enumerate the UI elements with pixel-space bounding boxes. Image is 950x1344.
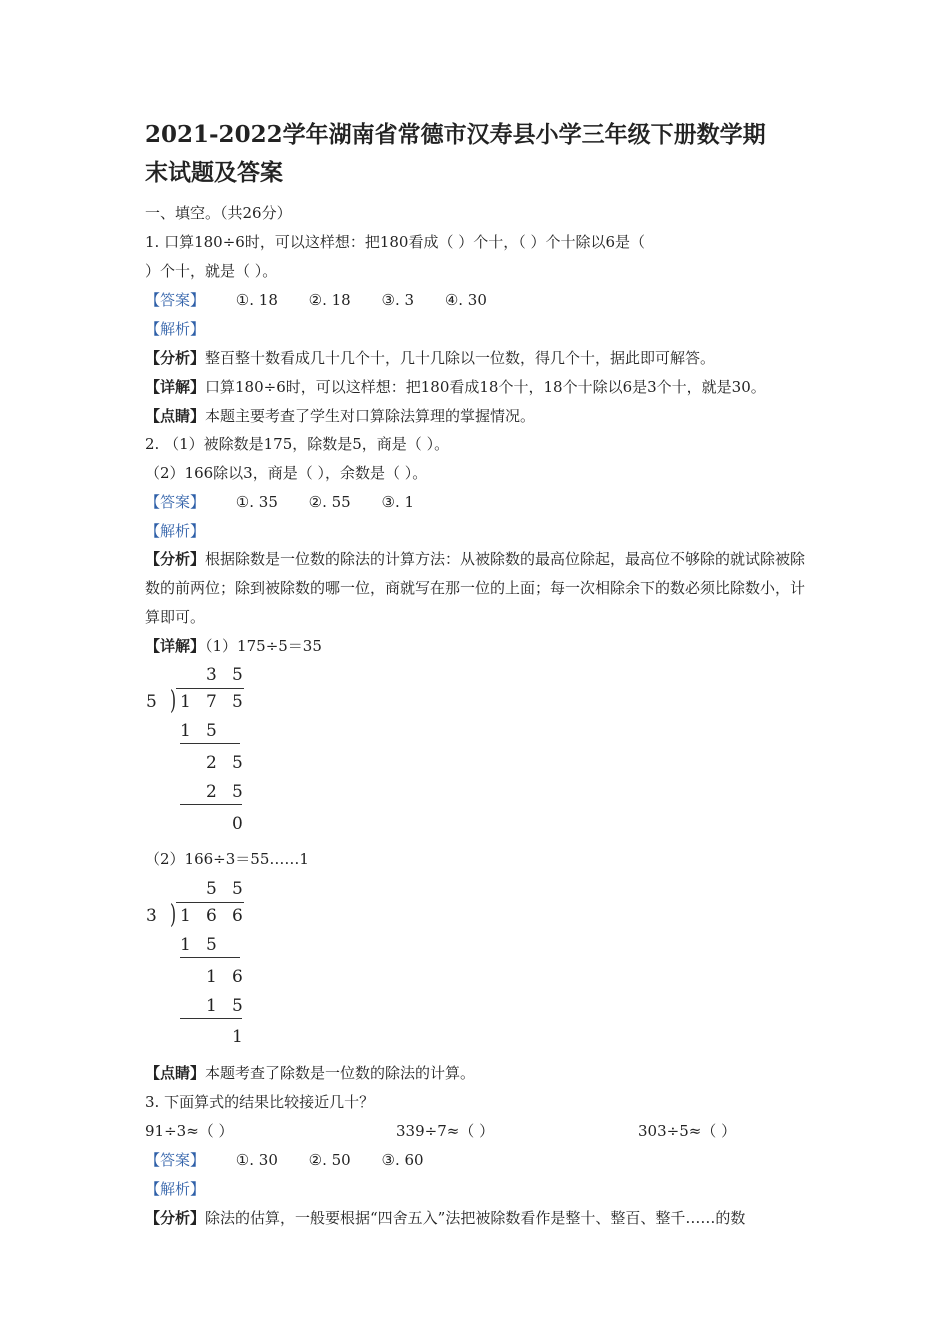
division-bar: [176, 902, 244, 903]
final-remainder: 0: [232, 814, 243, 834]
q3-answer-2: ②. 50: [308, 1151, 351, 1169]
q1-comment: [145, 406, 535, 426]
subtrahend-digit: 5: [206, 935, 217, 955]
division-bracket: ): [170, 686, 177, 716]
analysis-text: 整百整十数看成几十几个十，几十几除以一位数，得几个十，据此即可解答。: [205, 349, 716, 367]
title-line-1: 2021-2022学年湖南省常德市汉寿县小学三年级下册数学期: [145, 121, 766, 148]
comment-tag: 【点睛】: [145, 407, 206, 425]
answer-tag: 【答案】: [145, 291, 206, 309]
quotient-digit: 3: [206, 665, 217, 685]
quotient-digit: 5: [206, 879, 217, 899]
answer-tag: 【答案】: [145, 493, 206, 511]
q3-expr-3: 303÷5≈（ ）: [638, 1122, 737, 1140]
q3-expr-1: 91÷3≈（ ）: [145, 1122, 234, 1140]
dividend-digit: 6: [232, 906, 243, 926]
divisor: 3: [146, 906, 157, 926]
q2-analysis: [145, 545, 810, 632]
dividend-digit: 7: [206, 692, 217, 712]
subtraction-line: [180, 957, 240, 958]
title-line-2: 末试题及答案: [145, 159, 283, 186]
subtraction-line: [180, 1018, 242, 1019]
remainder-digit: 1: [206, 967, 217, 987]
q3-answer-1: ①. 30: [235, 1151, 278, 1169]
q1-answer-3: ③. 3: [381, 291, 415, 309]
subtrahend-digit: 2: [206, 782, 217, 802]
detail-tag: 【详解】: [145, 378, 206, 396]
q2-answer-3: ③. 1: [381, 493, 415, 511]
q2-detail-2: （2）166÷3＝55……1: [145, 850, 309, 868]
q1-jiexi-tag: 【解析】: [145, 320, 206, 338]
remainder-digit: 2: [206, 753, 217, 773]
dividend-digit: 6: [206, 906, 217, 926]
remainder-digit: 5: [232, 753, 243, 773]
q2-answer-1: ①. 35: [235, 493, 278, 511]
division-bracket: ): [170, 900, 177, 930]
subtrahend-digit: 5: [206, 721, 217, 741]
remainder-digit: 6: [232, 967, 243, 987]
q3-jiexi-tag: 【解析】: [145, 1180, 206, 1198]
detail-text: 口算180÷6时，可以这样想：把180看成18个十，18个十除以6是3个十，就是30。: [205, 378, 766, 396]
q1-text-line1: 1. 口算180÷6时，可以这样想：把180看成（ ）个十，（ ）个十除以6是（: [145, 233, 646, 251]
comment-text: 本题主要考查了学生对口算除法算理的掌握情况。: [205, 407, 536, 425]
comment-tag: 【点睛】: [145, 1064, 206, 1082]
subtrahend-digit: 5: [232, 782, 243, 802]
q3-answer-3: ③. 60: [381, 1151, 424, 1169]
answer-tag: 【答案】: [145, 1151, 206, 1169]
q2-answer: [145, 492, 414, 512]
q2-jiexi-tag: 【解析】: [145, 522, 206, 540]
divisor: 5: [146, 692, 157, 712]
q3-answer: [145, 1150, 424, 1170]
q2-comment: [145, 1063, 475, 1083]
comment-text: 本题考查了除数是一位数的除法的计算。: [205, 1064, 476, 1082]
subtrahend-digit: 1: [180, 935, 191, 955]
q3-analysis: [145, 1208, 745, 1228]
detail-tag: 【详解】: [145, 637, 206, 655]
subtrahend-digit: 1: [206, 996, 217, 1016]
q1-analysis: [145, 348, 715, 368]
analysis-tag: 【分析】: [145, 550, 206, 568]
q2-text-line1: 2. （1）被除数是175，除数是5，商是（ ）。: [145, 435, 450, 453]
division-bar: [176, 688, 244, 689]
quotient-digit: 5: [232, 665, 243, 685]
subtrahend-digit: 1: [180, 721, 191, 741]
dividend-digit: 1: [180, 906, 191, 926]
analysis-tag: 【分析】: [145, 349, 206, 367]
q2-detail-1: [145, 636, 322, 656]
q3-text: 3. 下面算式的结果比较接近几十？: [145, 1093, 375, 1111]
q3-expr-2: 339÷7≈（ ）: [396, 1122, 495, 1140]
dividend-digit: 1: [180, 692, 191, 712]
q1-answer-2: ②. 18: [308, 291, 351, 309]
analysis-tag: 【分析】: [145, 1209, 206, 1227]
section-heading: 一、填空。（共26分）: [145, 204, 292, 222]
q1-detail: [145, 377, 766, 397]
q1-answer-4: ④. 30: [444, 291, 487, 309]
detail-text: （1）175÷5＝35: [205, 637, 322, 655]
quotient-digit: 5: [232, 879, 243, 899]
subtrahend-digit: 5: [232, 996, 243, 1016]
q1-answer-1: ①. 18: [235, 291, 278, 309]
q2-answer-2: ②. 55: [308, 493, 351, 511]
analysis-text: 根据除数是一位数的除法的计算方法：从被除数的最高位除起，最高位不够除的就试除被除数的前两位；除到被除数的哪一位，商就写在那一位的上面；每一次相除余下的数必须比除数小，计算即可。: [145, 550, 806, 626]
subtraction-line: [180, 804, 242, 805]
q1-text-line2: ）个十，就是（ ）。: [145, 262, 278, 280]
dividend-digit: 5: [232, 692, 243, 712]
analysis-text: 除法的估算，一般要根据“四舍五入”法把被除数看作是整十、整百、整千……的数: [205, 1209, 746, 1227]
subtraction-line: [180, 743, 240, 744]
q2-text-line2: （2）166除以3，商是（ ），余数是（ ）。: [145, 464, 428, 482]
document-title: [145, 116, 825, 192]
q1-answer: [145, 290, 487, 310]
final-remainder: 1: [232, 1027, 243, 1047]
